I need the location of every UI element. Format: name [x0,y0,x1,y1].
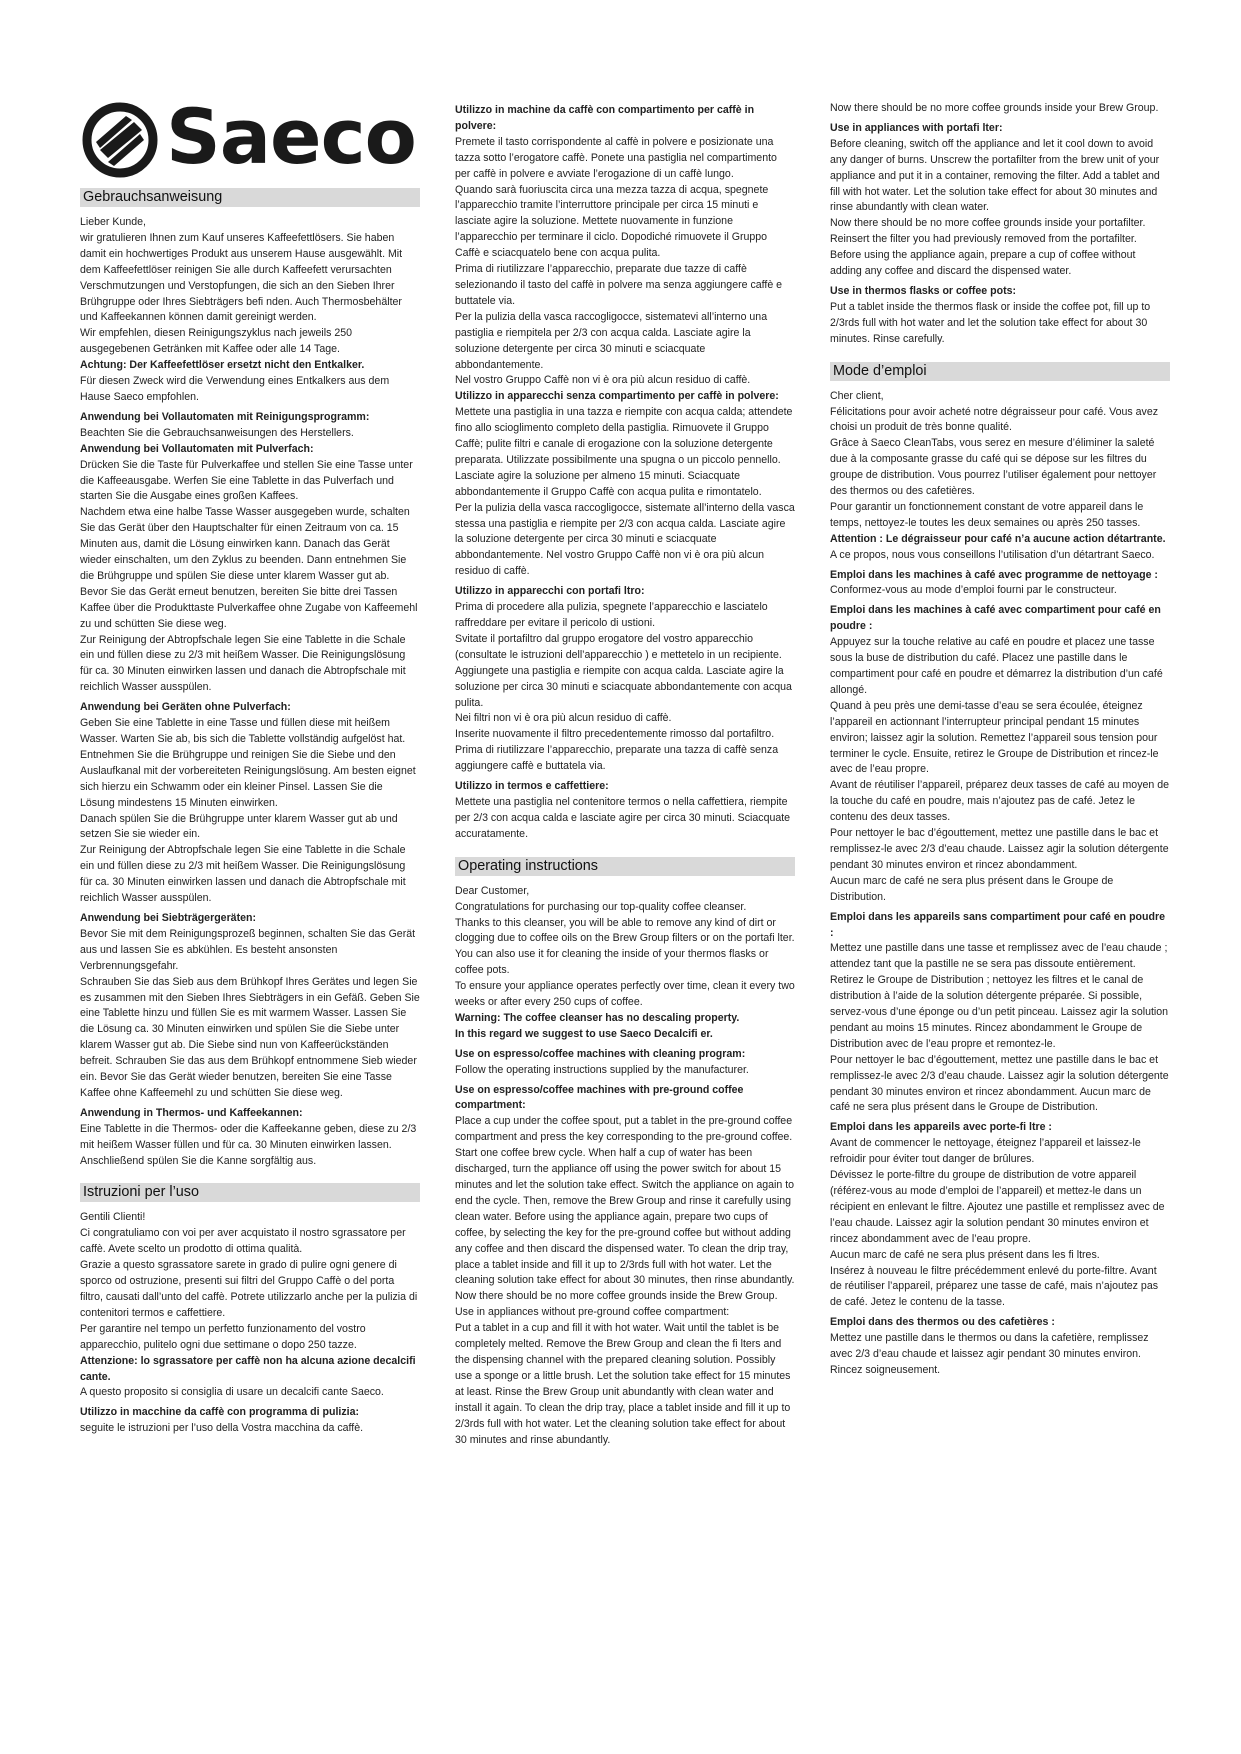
paragraph: Grâce à Saeco CleanTabs, vous serez en mesure d’éliminer la saleté due à la composante grasse du café qui se dépose sur les filtres du groupe de distribution. Vous pourrez l’utiliser également pour nettoyer des thermos ou des cafetières. [830,437,1157,498]
paragraph: Mettez une pastille dans une tasse et remplissez avec de l’eau chaude ; attendez tant que la pastille ne se sera pas dissoute entièrement. Retirez le Groupe de Distribution ; nettoyez les filtres et le canal de distribution à l’aide de la solution détergente préparée. Si possible, servez-vous d’une éponge ou d’un petit pinceau. Laissez agir la solution pendant au moins 15 minutes. Rincez abondamment le Groupe de Distribution avec de l’eau propre et remontez-le. [830,942,1169,1050]
paragraph: Dévissez le porte-filtre du groupe de distribution de votre appareil (référez-vous au mode d’emploi de l’appareil) et mettez-le dans un récipient en enlevant le filtre. Ajoutez une pastille et remplissez avec de l’eau chaude. Laissez agir la solution pendant 30 minutes environ et rincez abondamment avec de l’eau propre. [830,1169,1165,1245]
paragraph: You can also use it for cleaning the inside of your thermos flasks or coffee pots. [455,948,769,977]
paragraph: Grazie a questo sgrassatore sarete in grado di pulire ogni genere di sporco od ostruzione, presenti sui filtri del Gruppo Caffè o del porta filtro, causati dall’unto del caffè. Potrete utilizzarlo anche per la pulizia di contenitori termos e caffettiere. [80,1259,418,1319]
paragraph-heading: Utilizzo in macchine da caffè con programma di pulizia: [80,1406,360,1419]
paragraph: Avant de commencer le nettoyage, éteignez l’appareil et laissez-le refroidir pour éviter tout danger de brûlures. [830,1137,1141,1166]
paragraph: Pour nettoyer le bac d’égouttement, mettez une pastille dans le bac et remplissez-le avec 2/3 d’eau chaude. Laissez agir la solution détergente pendant 30 minutes environ et rincez abondamment. [830,827,1169,871]
section-heading-italian: Istruzioni per l’uso [80,1183,420,1202]
paragraph: Before cleaning, switch off the appliance and let it cool down to avoid any danger of burns. Unscrew the portafilter from the brew unit of your appliance and put it in a container, removing the filter. Add a tablet and fill with hot water. Let the solution take effect for about 30 minutes and rinse abundantly with clean water. [830,137,1160,214]
paragraph: Per la pulizia della vasca raccogligocce, sistematevi all’interno una pastiglia e riempitela per 2/3 con acqua calda. Lasciate agire la soluzione detergente per circa 30 minuti e sciacquate abbondantemente. [455,310,768,371]
paragraph: A ce propos, nous vous conseillons l’utilisation d’un détartrant Saeco. [830,548,1155,561]
section-heading-french: Mode d’emploi [830,362,1170,381]
paragraph: Geben Sie eine Tablette in eine Tasse und füllen diese mit heißem Wasser. Warten Sie ab, bis sich die Tablette vollständig aufgelöst hat. Entnehmen Sie die Brühgruppe und reinigen Sie die Siebe und den Auslaufkanal mit der vorbereiteten Reinigungslösung. Am besten eignet sich hierzu ein Schwamm oder ein kleiner Pinsel. Lassen Sie die Lösung mindestens 15 Minuten einwirken. [80,717,416,809]
paragraph: Svitate il portafiltro dal gruppo erogatore del vostro apparecchio (consultate le istruzioni dell’apparecchio ) e mettetelo in un recipiente. Aggiungete una pastiglia e riempite con acqua calda. Lasciate agire la soluzione per circa 30 minuti e sciacquate abbondantemente con acqua pulita. [455,632,792,709]
paragraph: Place a cup under the coffee spout, put a tablet in the pre-ground coffee compartment and press the key corresponding to the pre-ground coffee. Start one coffee brew cycle. When half a cup of water has been discharged, turn the appliance off using the power switch for about 15 minutes and let the solution take effect. Switch the appliance on again to end the cycle. Then, remove the Brew Group and rinse it carefully using clean water. Before using the appliance again, prepare two cups of coffee, by selecting the key for the pre-ground coffee but without adding any coffee and then discard the dispensed water. To clean the drip tray, place a tablet inside and fill it up to 2/3rds full with hot water. Let the cleaning solution take effect for about 30 minutes, then rinse abundantly. [455,1115,795,1287]
paragraph-heading: Utilizzo in apparecchi senza compartimento per caffè in polvere: [455,390,779,403]
paragraph-heading: Use in thermos flasks or coffee pots: [830,284,1017,297]
paragraph: Pour garantir un fonctionnement constant de votre appareil dans le temps, nettoyez-le toutes les deux semaines ou après 250 tasses. [830,500,1144,529]
paragraph: Schrauben Sie das Sieb aus dem Brühkopf Ihres Gerätes und legen Sie es zusammen mit den Sieben Ihres Siebträgers in ein Gefäß. Geben Sie eine Tablette hinzu und füllen Sie es mit warmem Wasser. Lassen Sie die Lösung ca. 30 Minuten einwirken und spülen Sie die Siebe unter klarem Wasser gut ab. Die Siebe sind nun von Kaffeerückständen befreit. Schrauben Sie das aus dem Brühkopf entnommene Sieb wieder ein. Bevor Sie das Gerät wieder benutzen, bereiten Sie eine Tasse Kaffee ohne Kaffeemehl zu und schütten Sie diese weg. [80,975,420,1099]
column-2 [455,103,795,1448]
paragraph: Zur Reinigung der Abtropfschale legen Sie eine Tablette in die Schale ein und füllen diese zu 2/3 mit heißem Wasser. Die Reinigungslösung für ca. 30 Minuten einwirken lassen und danach die Abtropfschale mit reichlich Wasser ausspülen. [80,633,406,694]
paragraph: Eine Tablette in die Thermos- oder die Kaffeekanne geben, diese zu 2/3 mit heißem Wasser füllen und für ca. 30 Minuten einwirken lassen. Anschließend spülen Sie die Kanne sorgfältig aus. [80,1122,417,1167]
italian-text-continued [455,103,795,843]
paragraph: Now there should be no more coffee grounds inside your Brew Group. [830,102,1159,114]
section-heading-english: Operating instructions [455,857,795,876]
paragraph-heading: Anwendung bei Vollautomaten mit Pulverfach: [80,442,314,455]
paragraph-heading: Utilizzo in apparecchi con portafi ltro: [455,585,645,598]
paragraph: Put a tablet inside the thermos flask or inside the coffee pot, fill up to 2/3rds full with hot water and let the solution take effect for about 30 minutes. Rinse carefully. [830,300,1151,345]
paragraph: Aucun marc de café ne sera plus présent dans le Groupe de Distribution. [830,874,1114,903]
paragraph: Zur Reinigung der Abtropfschale legen Sie eine Tablette in die Schale ein und füllen diese zu 2/3 mit heißem Wasser. Die Reinigungslösung für ca. 30 Minuten einwirken lassen und danach die Abtropfschale mit reichlich Wasser ausspülen. [80,844,406,905]
english-text-continued [830,101,1170,348]
brand-wordmark: Saeco [166,92,416,181]
paragraph: Beachten Sie die Gebrauchsanweisungen des Herstellers. [80,426,354,439]
paragraph: Bevor Sie das Gerät erneut benutzen, bereiten Sie bitte drei Tassen Kaffee über die Produkttaste Pulverkaffee ohne Zugabe von Kaffeemehl zu und schütten Sie diese weg. [80,585,418,630]
section-heading-german: Gebrauchsanweisung [80,188,420,207]
paragraph-heading: Emploi dans des thermos ou des cafetières : [830,1316,1055,1329]
paragraph-heading: Use in appliances with portafi lter: [830,121,1003,134]
paragraph-heading: Anwendung bei Siebträgergeräten: [80,911,256,924]
paragraph: Félicitations pour avoir acheté notre dégraisseur pour café. Vous avez choisi un produit de très bonne qualité. [830,405,1159,434]
paragraph-heading: Emploi dans les appareils sans compartiment pour café en poudre : [830,910,1165,939]
paragraph: Für diesen Zweck wird die Verwendung eines Entkalkers aus dem Hause Saeco empfohlen. [80,375,390,403]
paragraph: Per la pulizia della vasca raccogligocce, sistemate all’interno della vasca stessa una pastiglia e riempite per 2/3 con acqua calda. Lasciate agire la soluzione detergente per circa 30 minuti e sciacquate abbondantemente. Nel vostro Gruppo Caffè non vi è ora più alcun residuo di caffè. [455,501,795,578]
paragraph: Now there should be no more coffee grounds inside the Brew Group. [455,1290,778,1303]
paragraph-heading: Anwendung bei Vollautomaten mit Reinigungsprogramm: [80,410,370,423]
paragraph: Put a tablet in a cup and fill it with hot water. Wait until the tablet is be completely melted. Remove the Brew Group and clean the fi lters and the dispensing channel with the prepared cleaning solution. Possibly use a sponge or a little brush. Let the solution take effect for 15 minutes at least. Rinse the Brew Group unit abundantly with clean water and install it again. To clean the drip tray, place a tablet inside and fill it up to 2/3rds full with hot water. Let the cleaning solution take effect for about 30 minutes and rinse abundantly. [455,1322,791,1446]
paragraph: Quando sarà fuoriuscita circa una mezza tazza di acqua, spegnete l’apparecchio tramite l’interruttore principale per circa 15 minuti e lasciate agire la soluzione. Mettete nuovamente in funzione l’apparecchio per terminare il ciclo. Dopodiché rimuovete il Gruppo Caffè e sciacquatelo bene con acqua pulita. [455,183,769,260]
paragraph-heading: Attenzione: lo sgrassatore per caffè non ha alcuna azione decalcifi cante. [80,1354,416,1383]
paragraph: Ci congratuliamo con voi per aver acquistato il nostro sgrassatore per caffè. Avete scelto un prodotto di ottima qualità. [80,1227,406,1256]
english-text [455,884,795,1449]
paragraph-heading: Attention : Le dégraisseur pour café n’a aucune action détartrante. [830,532,1166,545]
paragraph-heading: Anwendung bei Geräten ohne Pulverfach: [80,701,291,714]
paragraph-heading: Anwendung in Thermos- und Kaffeekannen: [80,1106,303,1119]
french-text [830,389,1170,1379]
paragraph: Bevor Sie mit dem Reinigungsprozeß beginnen, schalten Sie das Gerät aus und lassen Sie es abkühlen. Es besteht ansonsten Verbrennungsgefahr. [80,927,416,972]
paragraph: Premete il tasto corrispondente al caffè in polvere e posizionate una tazza sotto l’erogatore caffè. Ponete una pastiglia nel compartimento per caffè in polvere e avviate l’erogazione di un caffè lungo. [455,135,777,180]
paragraph-heading: Use on espresso/coffee machines with cleaning program: [455,1047,746,1060]
paragraph: Prima di procedere alla pulizia, spegnete l’apparecchio e lasciatelo raffreddare per evitare il pericolo di ustioni. [455,601,768,629]
paragraph: Drücken Sie die Taste für Pulverkaffee und stellen Sie eine Tasse unter die Kaffeeausgabe. Werfen Sie eine Tablette in das Pulverfach und starten Sie die Ausgabe eines großen Kaffees. [80,458,413,503]
paragraph: Aucun marc de café ne sera plus présent dans les fi ltres. [830,1248,1100,1261]
paragraph: Nachdem etwa eine halbe Tasse Wasser ausgegeben wurde, schalten Sie das Gerät über den Hauptschalter für einen Zeitraum von ca. 15 Minuten aus, damit die Lösung einwirken kann. Danach das Gerät wieder einschalten, um den Zyklus zu beenden. Dann entnehmen Sie die Brühgruppe und spülen Sie diese unter klarem Wasser gut ab. [80,506,410,582]
paragraph: Appuyez sur la touche relative au café en poudre et placez une tasse sous la buse de distribution du café. Placez une pastille dans le compartiment pour café en poudre et démarrez la distribution d’un café allongé. [830,636,1163,696]
paragraph: Now there should be no more coffee grounds inside your portafilter. [830,217,1146,230]
paragraph: Pour nettoyer le bac d’égouttement, mettez une pastille dans le bac et remplissez-le avec 2/3 d’eau chaude. Laissez agir la solution détergente pendant 30 minutes environ et rincez abondamment. Aucun marc de café ne sera plus présent dans le Groupe de Distribution. [830,1053,1169,1114]
paragraph-heading: Achtung: Der Kaffeefettlöser ersetzt nicht den Entkalker. [80,359,365,372]
paragraph: Quand à peu près une demi-tasse d’eau se sera écoulée, éteignez l’appareil en actionnant l’interrupteur principal pendant 15 minutes environ; laissez agir la solution. Remettez l’appareil sous tension pour terminer le cycle. Ensuite, retirez le Groupe de Distribution et rincez-le avec de l’eau propre. [830,699,1159,776]
paragraph: Mettete una pastiglia nel contenitore termos o nella caffettiera, riempite per 2/3 con acqua calda e lasciate agire per circa 30 minuti. Sciacquate accuratamente. [455,795,791,840]
paragraph: Nel vostro Gruppo Caffè non vi è ora più alcun residuo di caffè. [455,374,751,387]
paragraph-heading: Emploi dans les machines à café avec compartiment pour café en poudre : [830,604,1161,633]
column-1 [80,188,420,1437]
paragraph: Follow the operating instructions supplied by the manufacturer. [455,1063,749,1076]
paragraph: Mettete una pastiglia in una tazza e riempite con acqua calda; attendete fino allo scioglimento completo della pastiglia. Rimuovete il Gruppo Caffè; pulite filtri e canale di erogazione con la soluzione detergente preparata. Utilizzate possibilmente una spugna o un piccolo pennello. Lasciate agire la soluzione per almeno 15 minuti. Sciacquate abbondantemente il Gruppo Caffè con acqua pulita e rimontatelo. [455,406,793,498]
paragraph: To ensure your appliance operates perfectly over time, clean it every two weeks or after every 250 cups of coffee. [455,980,795,1009]
paragraph: Use in appliances without pre-ground coffee compartment: [455,1306,730,1319]
paragraph: Wir empfehlen, diesen Reinigungszyklus nach jeweils 250 ausgegebenen Getränken mit Kaffee oder alle 14 Tage. [80,327,353,356]
paragraph: Before using the appliance again, prepare a cup of coffee without adding any coffee and discard the dispensed water. [830,249,1136,278]
paragraph: A questo proposito si consiglia di usare un decalcifi cante Saeco. [80,1386,384,1399]
paragraph: Reinsert the filter you had previously removed from the portafilter. [830,233,1137,246]
german-text [80,215,420,1169]
paragraph: Cher client, [830,389,884,402]
column-3 [830,101,1170,1379]
paragraph-heading: In this regard we suggest to use Saeco Decalcifi er. [455,1027,713,1040]
paragraph-heading: Emploi dans les appareils avec porte-fi ltre : [830,1121,1052,1134]
saeco-logo [82,92,422,186]
paragraph-heading: Emploi dans les machines à café avec programme de nettoyage : [830,568,1158,581]
paragraph: Dear Customer, [455,884,530,897]
paragraph: Thanks to this cleanser, you will be able to remove any kind of dirt or clogging due to coffee oils on the Brew Group filters or on the portafi lter. [455,916,795,945]
paragraph: Prima di riutilizzare l’apparecchio, preparate due tazze di caffè selezionando il tasto del caffè in polvere ma senza aggiungere caffè e buttatele via. [455,263,783,307]
paragraph: Nei filtri non vi è ora più alcun residuo di caffè. [455,712,672,725]
paragraph-heading: Utilizzo in machine da caffè con compartimento per caffè in polvere: [455,104,755,132]
paragraph: Per garantire nel tempo un perfetto funzionamento del vostro apparecchio, pulitelo ogni due settimane o dopo 250 tazze. [80,1322,366,1351]
paragraph-heading: Warning: The coffee cleanser has no descaling property. [455,1011,740,1024]
italian-text [80,1210,420,1437]
paragraph-heading: Utilizzo in termos e caffettiere: [455,780,609,793]
paragraph: Lieber Kunde, [80,216,146,228]
paragraph: Inserite nuovamente il filtro precedentemente rimosso dal portafiltro. [455,728,775,741]
paragraph: Gentili Clienti! [80,1211,146,1224]
paragraph: Conformez-vous au mode d’emploi fourni par le constructeur. [830,584,1117,597]
paragraph: seguite le istruzioni per l’uso della Vostra macchina da caffè. [80,1422,364,1435]
paragraph: Danach spülen Sie die Brühgruppe unter klarem Wasser gut ab und setzen Sie sie wieder ein. [80,812,398,841]
saeco-emblem-icon [82,102,158,178]
paragraph-heading: Use on espresso/coffee machines with pre-ground coffee compartment: [455,1083,744,1112]
paragraph: Prima di riutilizzare l’apparecchio, preparate una tazza di caffè senza aggiungere caffè e buttatela via. [455,744,779,773]
paragraph: wir gratulieren Ihnen zum Kauf unseres Kaffeefettlösers. Sie haben damit ein hochwertiges Produkt aus unserem Hause ausgewählt. Mit dem Kaffeefettlöser reinigen Sie alle durch Kaffeefett verursachten Verschmutzungen und Verstopfungen, die sich an den Sieben Ihrer Brühgruppe oder Ihres Siebträgers befi nden. Auch Thermosbehälter und Kaffeekannen können damit gereinigt werden. [80,231,403,324]
paragraph: Insérez à nouveau le filtre précédemment enlevé du porte-filtre. Avant de réutiliser l’appareil, préparez une tasse de café, mais n’ajoutez pas de café. Jetez le contenu de la tasse. [830,1264,1159,1309]
paragraph: Mettez une pastille dans le thermos ou dans la cafetière, remplissez avec 2/3 d’eau chaude et laissez agir pendant 30 minutes environ. Rincez soigneusement. [830,1332,1149,1376]
paragraph: Congratulations for purchasing our top-quality coffee cleanser. [455,900,747,913]
paragraph: Avant de réutiliser l’appareil, préparez deux tasses de café au moyen de la touche du café en poudre, mais n’ajoutez pas de café. Jetez le contenu des deux tasses. [830,779,1170,824]
